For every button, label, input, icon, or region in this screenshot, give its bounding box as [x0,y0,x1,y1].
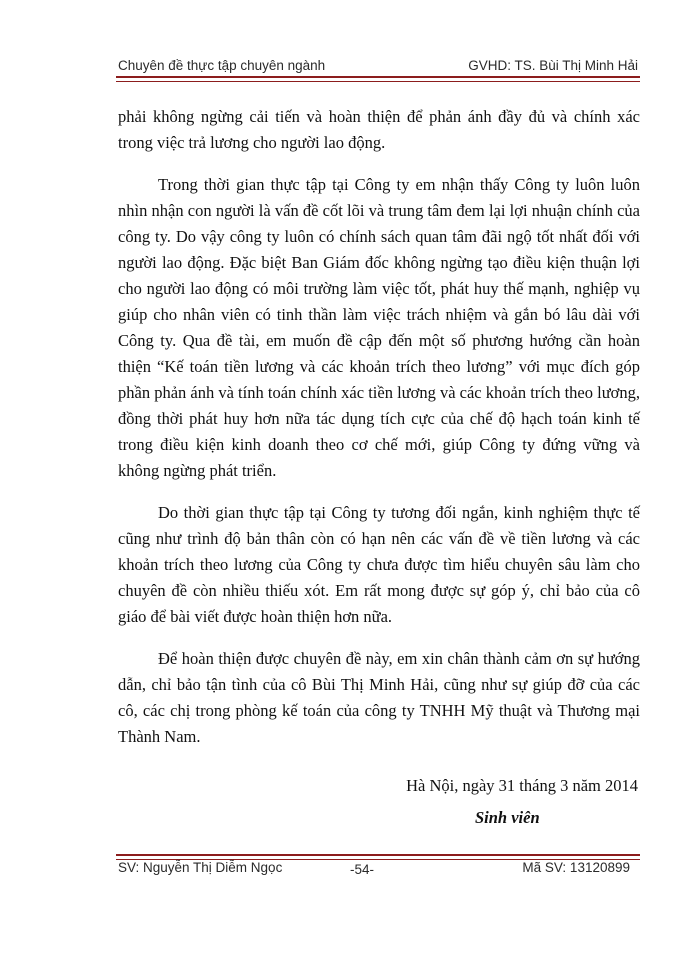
page-footer [118,858,638,880]
header-divider [116,76,640,82]
paragraph: Do thời gian thực tập tại Công ty tương đối ngắn, kinh nghiệm thực tế cũng như trình độ bản thân còn có hạn nên các vấn đề về tiền lương và các khoản trích theo lương của Công ty chưa được tìm hiểu chuyên sâu làm cho chuyên đề còn nhiều thiếu xót. Em rất mong được sự góp ý, chỉ bảo của cô giáo để bài viết được hoàn thiện hơn nữa. [118,503,640,626]
date-line: Hà Nội, ngày 31 tháng 3 năm 2014 [406,776,638,795]
footer-student-id: Mã SV: 13120899 [522,860,630,875]
header-supervisor: GVHD: TS. Bùi Thị Minh Hải [468,58,638,73]
header-document-title: Chuyên đề thực tập chuyên ngành [118,58,326,73]
footer-student-name: SV: Nguyễn Thị Diễm Ngọc [118,860,283,875]
paragraph: Trong thời gian thực tập tại Công ty em nhận thấy Công ty luôn luôn nhìn nhận con người là vấn đề cốt lõi và trung tâm đem lại lợi nhuận chính của công ty. Do vậy công ty luôn có chính sách quan tâm đãi ngộ tốt nhất đối với người lao động. Đặc biệt Ban Giám đốc không ngừng tạo điều kiện thuận lợi cho người lao động có môi trường làm việc tốt, phát huy thế mạnh, nghiệp vụ giúp cho nhân viên có tinh thần làm việc trách nhiệm và gắn bó lâu dài với Công ty. Qua đề tài, em muốn đề cập đến một số phương hướng cần hoàn thiện “Kế toán tiền lương và các khoản trích theo lương” với mục đích góp phần phản ánh và tính toán chính xác tiền lương và các khoản trích theo lương, đồng thời phát huy hơn nữa tác dụng tích cực của chế độ hạch toán kinh tế trong điều kiện kinh doanh theo cơ chế mới, giúp Công ty đứng vững và không ngừng phát triển. [118,175,640,480]
paragraph: Để hoàn thiện được chuyên đề này, em xin chân thành cảm ơn sự hướng dẫn, chỉ bảo tận tình của cô Bùi Thị Minh Hải, cũng như sự giúp đỡ của các cô, các chị trong phòng kế toán của công ty TNHH Mỹ thuật và Thương mại Thành Nam. [118,649,640,746]
paragraph-continuation: phải không ngừng cải tiến và hoàn thiện để phản ánh đầy đủ và chính xác trong việc trả lương cho người lao động. [118,107,640,152]
page-number: -54- [350,862,375,877]
page-header [118,54,638,76]
signer-label: Sinh viên [475,808,540,827]
document-body [118,104,640,766]
